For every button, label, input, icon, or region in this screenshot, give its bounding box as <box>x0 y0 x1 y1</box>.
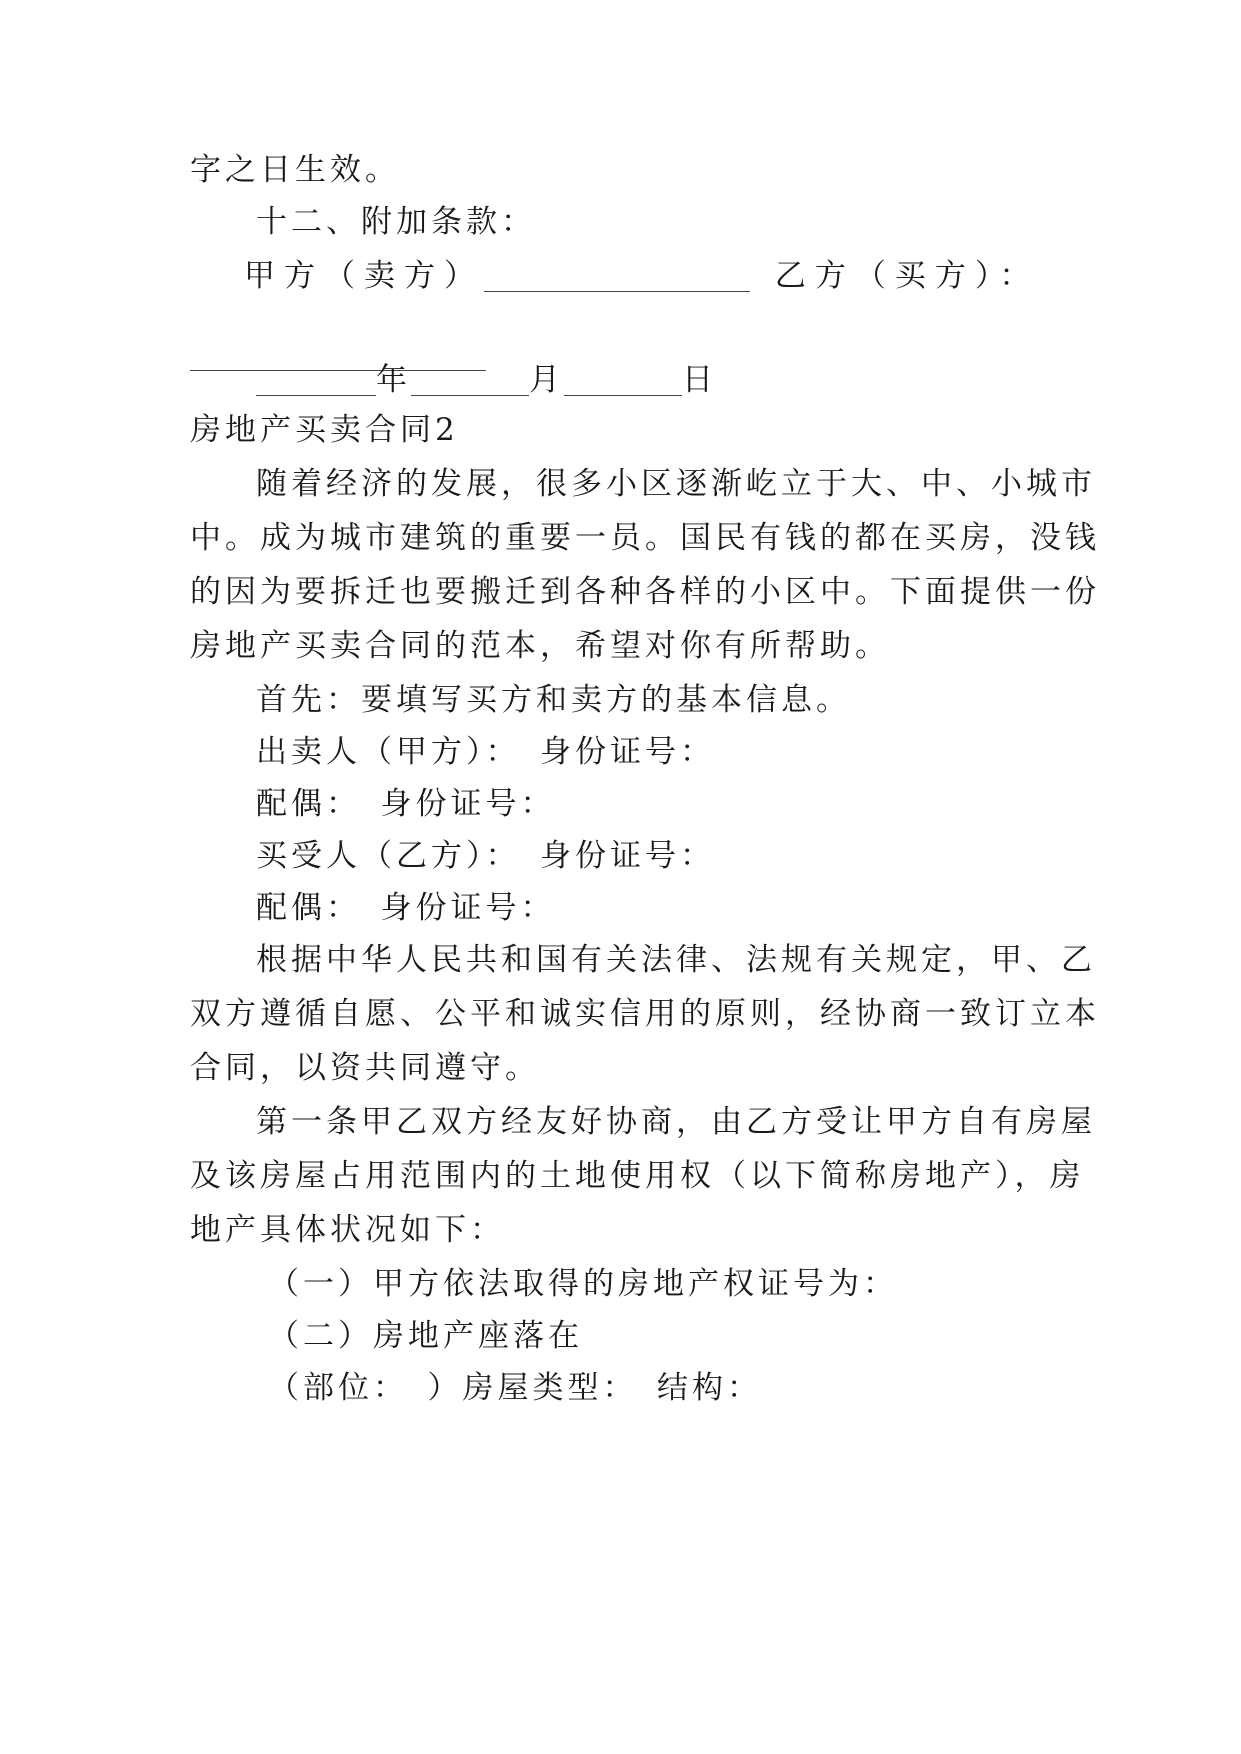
paragraph-line: 根据中华人民共和国有关法律、法规有关规定，甲、乙 <box>256 942 1096 978</box>
party-a-blank <box>484 261 750 292</box>
paragraph-line: 及该房屋占用范围内的土地使用权（以下简称房地产），房 <box>190 1158 1085 1194</box>
clause-item: （二）房地产座落在 <box>268 1318 583 1354</box>
paragraph-line: 地产具体状况如下： <box>190 1212 505 1248</box>
date-line <box>256 360 717 400</box>
paragraph-line: 中。成为城市建筑的重要一员。国民有钱的都在买房，没钱 <box>190 520 1100 556</box>
seller-info-line: 出卖人（甲方）： 身份证号： <box>256 734 715 770</box>
year-blank <box>256 365 376 396</box>
day-blank <box>564 365 682 396</box>
paragraph-line: 第一条甲乙双方经友好协商，由乙方受让甲方自有房屋 <box>256 1104 1096 1140</box>
paragraph-line: 首先：要填写买方和卖方的基本信息。 <box>256 682 851 718</box>
seller-spouse-line: 配偶： 身份证号： <box>256 786 556 822</box>
month-blank <box>411 365 529 396</box>
paragraph-line: 双方遵循自愿、公平和诚实信用的原则，经协商一致订立本 <box>190 996 1100 1032</box>
signature-line <box>244 256 1039 296</box>
document-title: 房地产买卖合同2 <box>190 412 459 448</box>
paragraph-line: 字之日生效。 <box>190 152 400 188</box>
day-label: 日 <box>682 362 717 398</box>
clause-item: （一）甲方依法取得的房地产权证号为： <box>268 1266 898 1302</box>
party-b-label: 乙方（买方）： <box>774 258 1040 294</box>
paragraph-line: 房地产买卖合同的范本，希望对你有所帮助。 <box>190 628 890 664</box>
clause-item: （部位： ）房屋类型： 结构： <box>268 1370 762 1406</box>
month-label: 月 <box>529 362 564 398</box>
paragraph-line: 的因为要拆迁也要搬迁到各种各样的小区中。下面提供一份 <box>190 574 1100 610</box>
party-a-label: 甲方（卖方） <box>244 258 484 294</box>
section-heading: 十二、附加条款： <box>256 204 536 240</box>
paragraph-line: 随着经济的发展，很多小区逐渐屹立于大、中、小城市 <box>256 466 1096 502</box>
paragraph-line: 合同，以资共同遵守。 <box>190 1050 540 1086</box>
buyer-info-line: 买受人（乙方）： 身份证号： <box>256 838 715 874</box>
year-label: 年 <box>376 362 411 398</box>
buyer-spouse-line: 配偶： 身份证号： <box>256 890 556 926</box>
